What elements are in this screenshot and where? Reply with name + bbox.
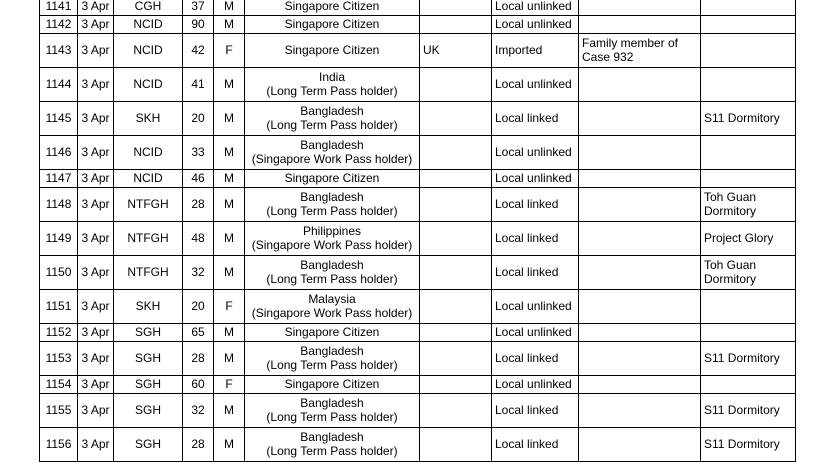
links-cell [579,16,701,34]
hospital-cell: NCID [114,136,183,170]
hospital-cell: NCID [114,16,183,34]
nationality-cell [245,16,420,34]
case-number-cell: 1154 [40,376,78,394]
case-status-cell: Local unlinked [492,136,579,170]
nationality-text: Philippines [302,224,362,238]
case-status-cell: Local linked [492,102,579,136]
date-cell: 3 Apr [78,342,114,376]
date-cell: 3 Apr [78,16,114,34]
gender-cell: M [214,102,245,136]
case-number-cell: 1143 [40,34,78,68]
date-cell: 3 Apr [78,222,114,256]
travel-history-cell [420,428,492,462]
pass-type-text: (Long Term Pass holder) [266,357,398,372]
case-number-cell: 1150 [40,256,78,290]
cluster-cell: S11 Dormitory [701,342,796,376]
cluster-cell [701,376,796,394]
age-cell: 20 [183,102,214,136]
case-status-cell: Local linked [492,188,579,222]
case-rows [40,0,796,462]
travel-history-cell [420,188,492,222]
nationality-text: Bangladesh [300,344,364,358]
cluster-cell: S11 Dormitory [701,428,796,462]
table-row [40,394,796,428]
links-cell [579,136,701,170]
case-number-cell: 1152 [40,324,78,342]
pass-type-text: (Singapore Work Pass holder) [251,305,413,320]
travel-history-cell [420,324,492,342]
cluster-cell [701,170,796,188]
age-cell: 48 [183,222,214,256]
table-row [40,428,796,462]
hospital-cell: NTFGH [114,222,183,256]
case-number-cell: 1142 [40,16,78,34]
hospital-cell: SKH [114,290,183,324]
case-number-cell: 1145 [40,102,78,136]
case-status-cell: Local unlinked [492,324,579,342]
pass-type-text: (Long Term Pass holder) [266,443,398,458]
date-cell: 3 Apr [78,428,114,462]
age-cell: 32 [183,394,214,428]
case-number-cell: 1146 [40,136,78,170]
travel-history-cell [420,0,492,16]
nationality-text: Bangladesh [300,258,364,272]
case-table [39,0,796,462]
nationality-cell [245,68,420,102]
travel-history-cell [420,222,492,256]
case-status-cell: Local linked [492,394,579,428]
date-cell: 3 Apr [78,136,114,170]
gender-cell: M [214,0,245,16]
date-cell: 3 Apr [78,290,114,324]
gender-cell: M [214,324,245,342]
pass-type-text: (Singapore Work Pass holder) [251,237,413,252]
table-row [40,68,796,102]
age-cell: 28 [183,342,214,376]
case-number-cell: 1149 [40,222,78,256]
case-status-cell: Local unlinked [492,290,579,324]
case-number-cell: 1153 [40,342,78,376]
age-cell: 37 [183,0,214,16]
nationality-cell [245,394,420,428]
gender-cell: M [214,222,245,256]
nationality-cell [245,102,420,136]
table-row [40,34,796,68]
case-status-cell: Imported [492,34,579,68]
cluster-cell: Toh Guan Dormitory [701,256,796,290]
date-cell: 3 Apr [78,102,114,136]
cluster-cell [701,290,796,324]
cluster-cell: S11 Dormitory [701,102,796,136]
table-row [40,0,796,16]
travel-history-cell [420,394,492,428]
gender-cell: M [214,170,245,188]
hospital-cell: NTFGH [114,188,183,222]
hospital-cell: CGH [114,0,183,16]
nationality-text: India [318,70,346,84]
table-row [40,16,796,34]
case-number-cell: 1141 [40,0,78,16]
nationality-text: Singapore Citizen [284,324,380,339]
cluster-cell [701,136,796,170]
gender-cell: M [214,342,245,376]
links-cell [579,290,701,324]
nationality-cell [245,342,420,376]
date-cell: 3 Apr [78,68,114,102]
nationality-text: Bangladesh [300,396,364,410]
cluster-cell [701,34,796,68]
hospital-cell: SKH [114,102,183,136]
case-number-cell: 1144 [40,68,78,102]
hospital-cell: SGH [114,324,183,342]
hospital-cell: SGH [114,342,183,376]
case-status-cell: Local linked [492,256,579,290]
nationality-text: Bangladesh [300,430,364,444]
travel-history-cell [420,136,492,170]
links-cell [579,68,701,102]
date-cell: 3 Apr [78,394,114,428]
gender-cell: M [214,188,245,222]
cluster-cell [701,324,796,342]
travel-history-cell [420,376,492,394]
nationality-cell [245,256,420,290]
travel-history-cell [420,16,492,34]
links-cell: Family member of Case 932 [579,34,701,68]
table-row [40,342,796,376]
links-cell [579,342,701,376]
date-cell: 3 Apr [78,256,114,290]
gender-cell: M [214,394,245,428]
nationality-text: Bangladesh [300,190,364,204]
hospital-cell: SGH [114,376,183,394]
links-cell [579,394,701,428]
table-row [40,290,796,324]
hospital-cell: NCID [114,170,183,188]
case-status-cell: Local linked [492,222,579,256]
pass-type-text: (Long Term Pass holder) [266,409,398,424]
case-status-cell: Local linked [492,342,579,376]
table-row [40,222,796,256]
nationality-cell [245,428,420,462]
pass-type-text: (Singapore Work Pass holder) [251,151,413,166]
case-status-cell: Local unlinked [492,0,579,16]
age-cell: 46 [183,170,214,188]
age-cell: 60 [183,376,214,394]
age-cell: 41 [183,68,214,102]
gender-cell: F [214,376,245,394]
nationality-cell [245,136,420,170]
nationality-text: Singapore Citizen [284,16,380,31]
table-row [40,170,796,188]
gender-cell: M [214,256,245,290]
nationality-cell [245,188,420,222]
table-row [40,136,796,170]
age-cell: 33 [183,136,214,170]
gender-cell: M [214,136,245,170]
links-cell [579,102,701,136]
nationality-text: Bangladesh [300,104,364,118]
links-cell [579,222,701,256]
age-cell: 32 [183,256,214,290]
age-cell: 65 [183,324,214,342]
nationality-cell [245,170,420,188]
hospital-cell: NTFGH [114,256,183,290]
age-cell: 28 [183,428,214,462]
cluster-cell: S11 Dormitory [701,394,796,428]
case-status-cell: Local unlinked [492,16,579,34]
links-cell [579,376,701,394]
travel-history-cell [420,102,492,136]
travel-history-cell [420,256,492,290]
cluster-cell [701,0,796,16]
gender-cell: F [214,290,245,324]
case-status-cell: Local unlinked [492,170,579,188]
links-cell [579,428,701,462]
cluster-cell [701,68,796,102]
nationality-text: Singapore Citizen [284,42,380,57]
links-cell [579,188,701,222]
pass-type-text: (Long Term Pass holder) [266,83,398,98]
nationality-text: Singapore Citizen [284,376,380,391]
date-cell: 3 Apr [78,170,114,188]
nationality-cell [245,222,420,256]
age-cell: 20 [183,290,214,324]
case-status-cell: Local linked [492,428,579,462]
nationality-cell [245,290,420,324]
case-number-cell: 1155 [40,394,78,428]
nationality-text: Singapore Citizen [284,170,380,185]
nationality-text: Malaysia [308,292,356,306]
nationality-cell [245,0,420,16]
nationality-text: Singapore Citizen [284,0,380,13]
hospital-cell: SGH [114,394,183,428]
cluster-cell [701,16,796,34]
case-number-cell: 1148 [40,188,78,222]
table-row [40,376,796,394]
cluster-cell: Toh Guan Dormitory [701,188,796,222]
travel-history-cell [420,342,492,376]
age-cell: 42 [183,34,214,68]
table-row [40,256,796,290]
case-status-cell: Local unlinked [492,68,579,102]
travel-history-cell [420,170,492,188]
table-row [40,188,796,222]
pass-type-text: (Long Term Pass holder) [266,203,398,218]
gender-cell: M [214,16,245,34]
date-cell: 3 Apr [78,0,114,16]
case-number-cell: 1156 [40,428,78,462]
nationality-cell [245,376,420,394]
date-cell: 3 Apr [78,188,114,222]
pass-type-text: (Long Term Pass holder) [266,271,398,286]
links-cell [579,170,701,188]
date-cell: 3 Apr [78,376,114,394]
age-cell: 90 [183,16,214,34]
gender-cell: F [214,34,245,68]
gender-cell: M [214,68,245,102]
date-cell: 3 Apr [78,324,114,342]
nationality-cell [245,324,420,342]
links-cell [579,256,701,290]
gender-cell: M [214,428,245,462]
nationality-text: Bangladesh [300,138,364,152]
links-cell [579,324,701,342]
case-status-cell: Local unlinked [492,376,579,394]
nationality-cell [245,34,420,68]
links-cell [579,0,701,16]
age-cell: 28 [183,188,214,222]
hospital-cell: NCID [114,68,183,102]
date-cell: 3 Apr [78,34,114,68]
case-number-cell: 1151 [40,290,78,324]
table-row [40,102,796,136]
hospital-cell: SGH [114,428,183,462]
case-number-cell: 1147 [40,170,78,188]
cluster-cell: Project Glory [701,222,796,256]
travel-history-cell [420,68,492,102]
pass-type-text: (Long Term Pass holder) [266,117,398,132]
travel-history-cell [420,290,492,324]
hospital-cell: NCID [114,34,183,68]
travel-history-cell: UK [420,34,492,68]
table-row [40,324,796,342]
